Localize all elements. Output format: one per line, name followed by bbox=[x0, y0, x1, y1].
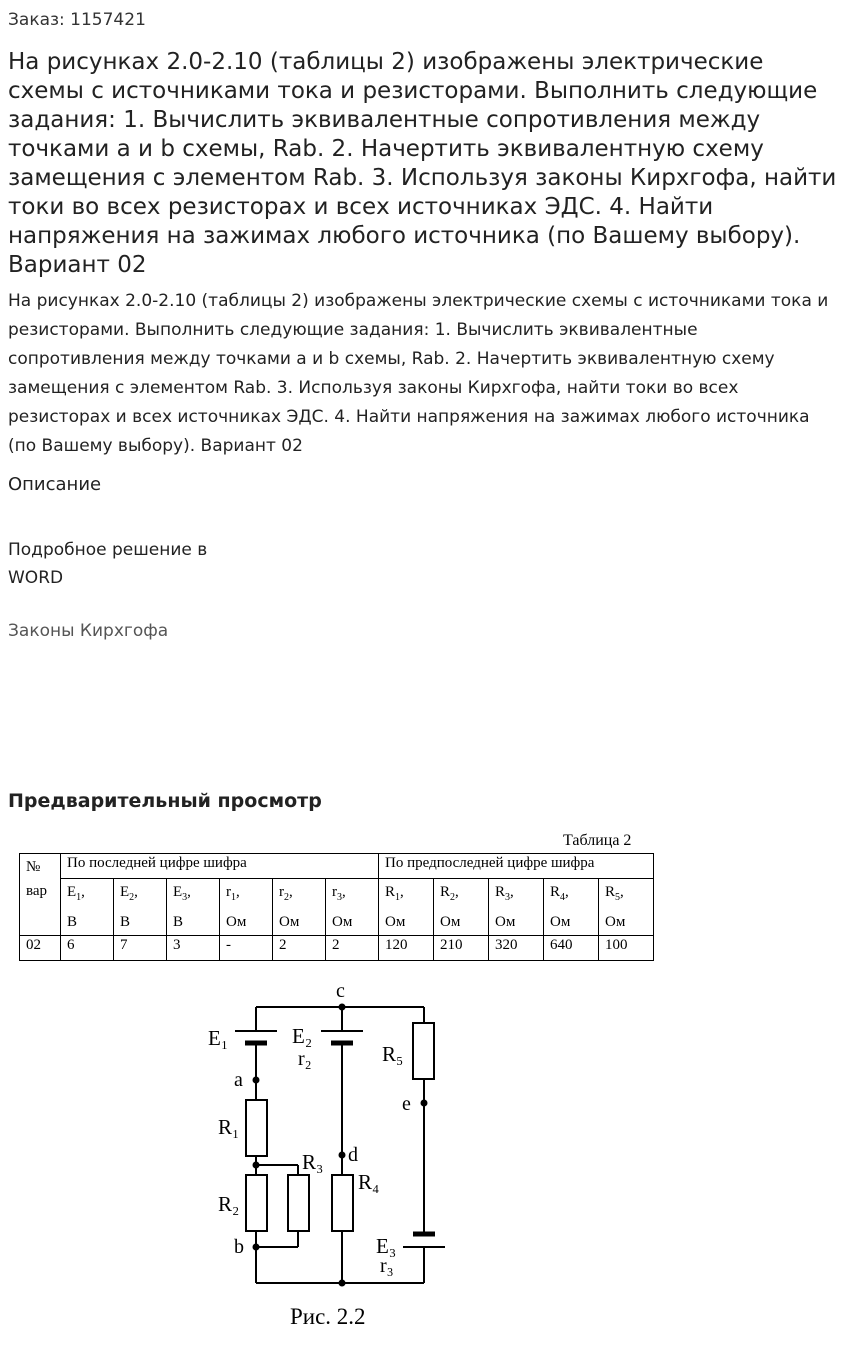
table-row bbox=[20, 936, 654, 961]
column-header-E2: $E_2$, В bbox=[114, 879, 167, 936]
column-symbol: R bbox=[495, 884, 506, 900]
table-cell: 3 bbox=[167, 936, 220, 961]
r4-resistor bbox=[332, 1175, 353, 1231]
column-symbol: E bbox=[173, 884, 183, 900]
label-c: c bbox=[336, 980, 345, 1002]
column-header-row bbox=[20, 879, 654, 936]
node-c bbox=[339, 1004, 346, 1011]
column-symbol: r bbox=[279, 884, 284, 900]
column-subscript: 3 bbox=[182, 892, 188, 903]
circuit-diagram bbox=[196, 975, 456, 1333]
column-subscript: 4 bbox=[560, 892, 566, 903]
column-header-E1: $E_1$, В bbox=[61, 879, 114, 936]
column-symbol: E bbox=[120, 884, 130, 900]
column-symbol: r bbox=[332, 884, 337, 900]
column-symbol: R bbox=[440, 884, 451, 900]
column-symbol: R bbox=[605, 884, 616, 900]
label-b: b bbox=[234, 1236, 244, 1258]
label-r2-internal: r₂ bbox=[298, 1048, 312, 1070]
column-header-r3: $r_3$, Ом bbox=[326, 879, 379, 936]
label-r4: R₄ bbox=[358, 1170, 380, 1194]
table-caption: Таблица 2 bbox=[563, 832, 632, 849]
r2-resistor bbox=[246, 1175, 267, 1231]
column-unit: Ом bbox=[495, 914, 516, 930]
table-cell: 2 bbox=[273, 936, 326, 961]
label-r2: R₂ bbox=[218, 1192, 240, 1216]
label-r5: R₅ bbox=[382, 1042, 404, 1066]
column-unit: Ом bbox=[332, 914, 353, 930]
table-cell: 2 bbox=[326, 936, 379, 961]
r1-resistor bbox=[246, 1100, 267, 1156]
r5-resistor bbox=[413, 1023, 434, 1079]
column-unit: В bbox=[120, 914, 131, 930]
description-text: На рисунках 2.0-2.10 (таблицы 2) изображены электрические схемы с источниками тока и резисторами. Выполнить следующие задания: 1. Вычислить эквивалентные сопротивления между точками a и b схемы, Rab. 2. Начертить эквивалентную схему замещения с элементом Rab. 3. Используя законы Кирхгофа, найти токи во всех резисторах и всех источниках ЭДС. 4. Найти напряжения на зажимах любого источника (по Вашему выбору). Вариант 02 bbox=[8, 291, 829, 456]
column-symbol: R bbox=[550, 884, 561, 900]
column-unit: Ом bbox=[440, 914, 461, 930]
table-cell: - bbox=[220, 936, 273, 961]
column-unit: Ом bbox=[279, 914, 300, 930]
column-symbol: E bbox=[67, 884, 77, 900]
column-header-R2: $R_2$, Ом bbox=[434, 879, 489, 936]
column-subscript: 3 bbox=[505, 892, 511, 903]
table-cell: 120 bbox=[379, 936, 434, 961]
resistor-symbols bbox=[246, 1023, 434, 1231]
label-r3-internal: r₃ bbox=[380, 1255, 394, 1277]
node-a bbox=[253, 1077, 260, 1084]
node-d bbox=[339, 1152, 346, 1159]
label-e: e bbox=[402, 1093, 411, 1115]
column-subscript: 1 bbox=[231, 892, 236, 903]
column-subscript: 5 bbox=[615, 892, 621, 903]
column-unit: В bbox=[67, 914, 78, 930]
label-d: d bbox=[348, 1144, 358, 1166]
preview-heading: Предварительный просмотр bbox=[8, 790, 322, 812]
table-cell: 320 bbox=[489, 936, 544, 961]
column-header-R3: $R_3$, Ом bbox=[489, 879, 544, 936]
column-header-R4: $R_4$, Ом bbox=[544, 879, 599, 936]
table-cell: 6 bbox=[61, 936, 114, 961]
label-a: a bbox=[234, 1069, 243, 1091]
table-header-row bbox=[20, 854, 654, 879]
table-cell: 02 bbox=[20, 936, 61, 961]
column-header-R1: $R_1$, Ом bbox=[379, 879, 434, 936]
node-r3-junction bbox=[253, 1162, 260, 1169]
column-subscript: 1 bbox=[76, 892, 82, 903]
column-subscript: 2 bbox=[129, 892, 135, 903]
label-e2: E₂ bbox=[292, 1024, 313, 1048]
description-label: Описание bbox=[8, 474, 102, 495]
column-header-r1: $r_1$, Ом bbox=[220, 879, 273, 936]
r3-resistor bbox=[288, 1175, 309, 1231]
table-cell: 640 bbox=[544, 936, 599, 961]
solution-format-text: Подробное решение в WORD bbox=[8, 540, 208, 588]
page-title: На рисунках 2.0-2.10 (таблицы 2) изображены электрические схемы с источниками тока и резисторами. Выполнить следующие задания: 1. Вычислить эквивалентные сопротивления между точками a и b схемы, Rab. 2. Начертить эквивалентную схему замещения с элементом Rab. 3. Используя законы Кирхгофа, найти токи во всех резисторах и всех источниках ЭДС. 4. Найти напряжения на зажимах любого источника (по Вашему выбору). Вариант 02 bbox=[8, 49, 837, 278]
table-cell: 210 bbox=[434, 936, 489, 961]
table-cell: 7 bbox=[114, 936, 167, 961]
group-header-second-last-digit: По предпоследней цифре шифра bbox=[379, 854, 654, 879]
node-e bbox=[421, 1100, 428, 1107]
column-unit: В bbox=[173, 914, 184, 930]
column-unit: Ом bbox=[605, 914, 626, 930]
column-subscript: 2 bbox=[450, 892, 456, 903]
column-symbol: r bbox=[226, 884, 231, 900]
label-r3: R₃ bbox=[302, 1150, 324, 1174]
column-unit: Ом bbox=[385, 914, 406, 930]
topic-tag-link[interactable]: Законы Кирхгофа bbox=[8, 621, 169, 641]
column-header-r2: $r_2$, Ом bbox=[273, 879, 326, 936]
column-header-R5: $R_5$, Ом bbox=[599, 879, 654, 936]
column-unit: Ом bbox=[226, 914, 247, 930]
node-bottom bbox=[339, 1280, 346, 1287]
label-e3: E₃ bbox=[376, 1234, 397, 1258]
figure-caption: Рис. 2.2 bbox=[290, 1304, 366, 1329]
column-header-E3: $E_3$, В bbox=[167, 879, 220, 936]
parameters-table bbox=[19, 853, 654, 961]
order-number: Заказ: 1157421 bbox=[8, 10, 146, 30]
variant-number-header: № вар bbox=[20, 854, 61, 936]
group-header-last-digit: По последней цифре шифра bbox=[61, 854, 379, 879]
column-subscript: 2 bbox=[284, 892, 289, 903]
column-unit: Ом bbox=[550, 914, 571, 930]
table-cell: 100 bbox=[599, 936, 654, 961]
label-e1: E₁ bbox=[208, 1026, 229, 1050]
column-subscript: 3 bbox=[337, 892, 342, 903]
label-r1: R₁ bbox=[218, 1115, 240, 1139]
node-b bbox=[253, 1244, 260, 1251]
column-symbol: R bbox=[385, 884, 396, 900]
column-subscript: 1 bbox=[395, 892, 401, 903]
